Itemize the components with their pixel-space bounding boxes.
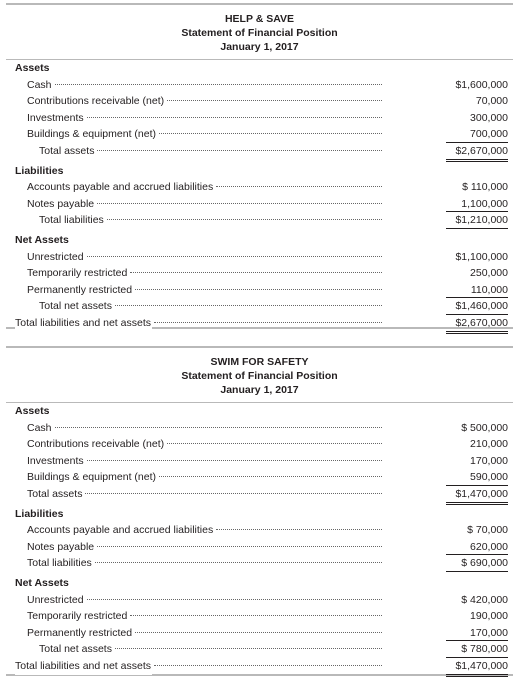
- assets-heading: Assets: [15, 403, 50, 420]
- net-assets-heading-row: [6, 232, 513, 249]
- total-liabilities-net-assets-row: [6, 315, 513, 332]
- investments-label: Investments: [27, 453, 85, 470]
- total-liabilities-net-assets-label: Total liabilities and net assets: [15, 315, 152, 332]
- statement-swim-for-safety: [6, 346, 513, 676]
- assets-heading: Assets: [15, 60, 50, 77]
- total-liabilities-label: Total liabilities: [39, 212, 105, 229]
- assets-heading-row: [6, 60, 513, 77]
- total-liabilities-net-assets-value: $1,470,000: [446, 658, 508, 675]
- investments-label: Investments: [27, 110, 85, 127]
- total-net-assets-value: $ 780,000: [446, 641, 508, 658]
- total-liabilities-row: [6, 212, 513, 229]
- buildings-value: 700,000: [446, 126, 508, 143]
- notes-payable-value: 1,100,000: [446, 196, 508, 213]
- accounts-payable-label: Accounts payable and accrued liabilities: [27, 522, 214, 539]
- cash-row: [6, 420, 513, 437]
- assets-heading-row: [6, 403, 513, 420]
- unrestricted-row: [6, 249, 513, 266]
- temporarily-restricted-label: Temporarily restricted: [27, 265, 128, 282]
- accounts-payable-label: Accounts payable and accrued liabilities: [27, 179, 214, 196]
- statement-title: Statement of Financial Position: [181, 27, 338, 39]
- contributions-row: [6, 436, 513, 453]
- total-assets-value: $1,470,000: [446, 486, 508, 503]
- accounts-payable-value: $ 110,000: [462, 181, 508, 194]
- total-liabilities-row: [6, 555, 513, 572]
- notes-payable-value: 620,000: [446, 539, 508, 556]
- accounts-payable-row: [6, 179, 513, 196]
- permanently-restricted-value: 110,000: [446, 282, 508, 299]
- statement-header: [6, 5, 513, 54]
- total-net-assets-row: [6, 641, 513, 658]
- total-liabilities-value: $ 690,000: [446, 555, 508, 572]
- permanently-restricted-label: Permanently restricted: [27, 282, 133, 299]
- temporarily-restricted-row: [6, 265, 513, 282]
- cash-row: [6, 77, 513, 94]
- cash-label: Cash: [27, 77, 53, 94]
- liabilities-heading: Liabilities: [15, 506, 64, 523]
- liabilities-heading-row: [6, 163, 513, 180]
- unrestricted-label: Unrestricted: [27, 592, 85, 609]
- total-liabilities-net-assets-label: Total liabilities and net assets: [15, 658, 152, 675]
- permanently-restricted-value: 170,000: [446, 625, 508, 642]
- investments-row: [6, 453, 513, 470]
- investments-value: 300,000: [470, 111, 508, 124]
- statement-date: January 1, 2017: [220, 41, 299, 53]
- statement-help-and-save: [6, 3, 513, 329]
- buildings-value: 590,000: [446, 469, 508, 486]
- permanently-restricted-row: [6, 625, 513, 642]
- contributions-label: Contributions receivable (net): [27, 436, 165, 453]
- permanently-restricted-row: [6, 282, 513, 299]
- liabilities-heading: Liabilities: [15, 163, 64, 180]
- buildings-row: [6, 469, 513, 486]
- unrestricted-value: $ 420,000: [461, 593, 508, 606]
- permanently-restricted-label: Permanently restricted: [27, 625, 133, 642]
- notes-payable-label: Notes payable: [27, 539, 95, 556]
- total-liabilities-value: $1,210,000: [446, 212, 508, 229]
- statement-header: [6, 348, 513, 397]
- total-net-assets-row: [6, 298, 513, 315]
- total-liabilities-net-assets-value: $2,670,000: [446, 315, 508, 332]
- statement-date: January 1, 2017: [220, 384, 299, 396]
- cash-value: $1,600,000: [455, 78, 508, 91]
- buildings-row: [6, 126, 513, 143]
- total-net-assets-label: Total net assets: [39, 641, 113, 658]
- total-assets-label: Total assets: [27, 486, 83, 503]
- organization-name: HELP & SAVE: [224, 13, 295, 25]
- temporarily-restricted-value: 190,000: [470, 610, 508, 623]
- unrestricted-row: [6, 592, 513, 609]
- total-assets-row: [6, 486, 513, 503]
- notes-payable-label: Notes payable: [27, 196, 95, 213]
- net-assets-heading: Net Assets: [15, 575, 70, 592]
- unrestricted-value: $1,100,000: [455, 250, 508, 263]
- temporarily-restricted-value: 250,000: [470, 267, 508, 280]
- total-liabilities-net-assets-row: [6, 658, 513, 675]
- total-net-assets-label: Total net assets: [39, 298, 113, 315]
- cash-label: Cash: [27, 420, 53, 437]
- total-assets-row: [6, 143, 513, 160]
- unrestricted-label: Unrestricted: [27, 249, 85, 266]
- notes-payable-row: [6, 539, 513, 556]
- buildings-label: Buildings & equipment (net): [27, 469, 157, 486]
- accounts-payable-value: $ 70,000: [467, 524, 508, 537]
- temporarily-restricted-label: Temporarily restricted: [27, 608, 128, 625]
- temporarily-restricted-row: [6, 608, 513, 625]
- total-assets-label: Total assets: [39, 143, 95, 160]
- liabilities-heading-row: [6, 506, 513, 523]
- contributions-value: 210,000: [470, 438, 508, 451]
- accounts-payable-row: [6, 522, 513, 539]
- investments-value: 170,000: [470, 454, 508, 467]
- total-assets-value: $2,670,000: [446, 143, 508, 160]
- contributions-row: [6, 93, 513, 110]
- organization-name: SWIM FOR SAFETY: [210, 356, 309, 368]
- net-assets-heading-row: [6, 575, 513, 592]
- contributions-value: 70,000: [475, 95, 508, 108]
- statement-title: Statement of Financial Position: [181, 370, 338, 382]
- net-assets-heading: Net Assets: [15, 232, 70, 249]
- contributions-label: Contributions receivable (net): [27, 93, 165, 110]
- buildings-label: Buildings & equipment (net): [27, 126, 157, 143]
- total-liabilities-label: Total liabilities: [27, 555, 93, 572]
- notes-payable-row: [6, 196, 513, 213]
- cash-value: $ 500,000: [461, 421, 508, 434]
- total-net-assets-value: $1,460,000: [446, 298, 508, 315]
- investments-row: [6, 110, 513, 127]
